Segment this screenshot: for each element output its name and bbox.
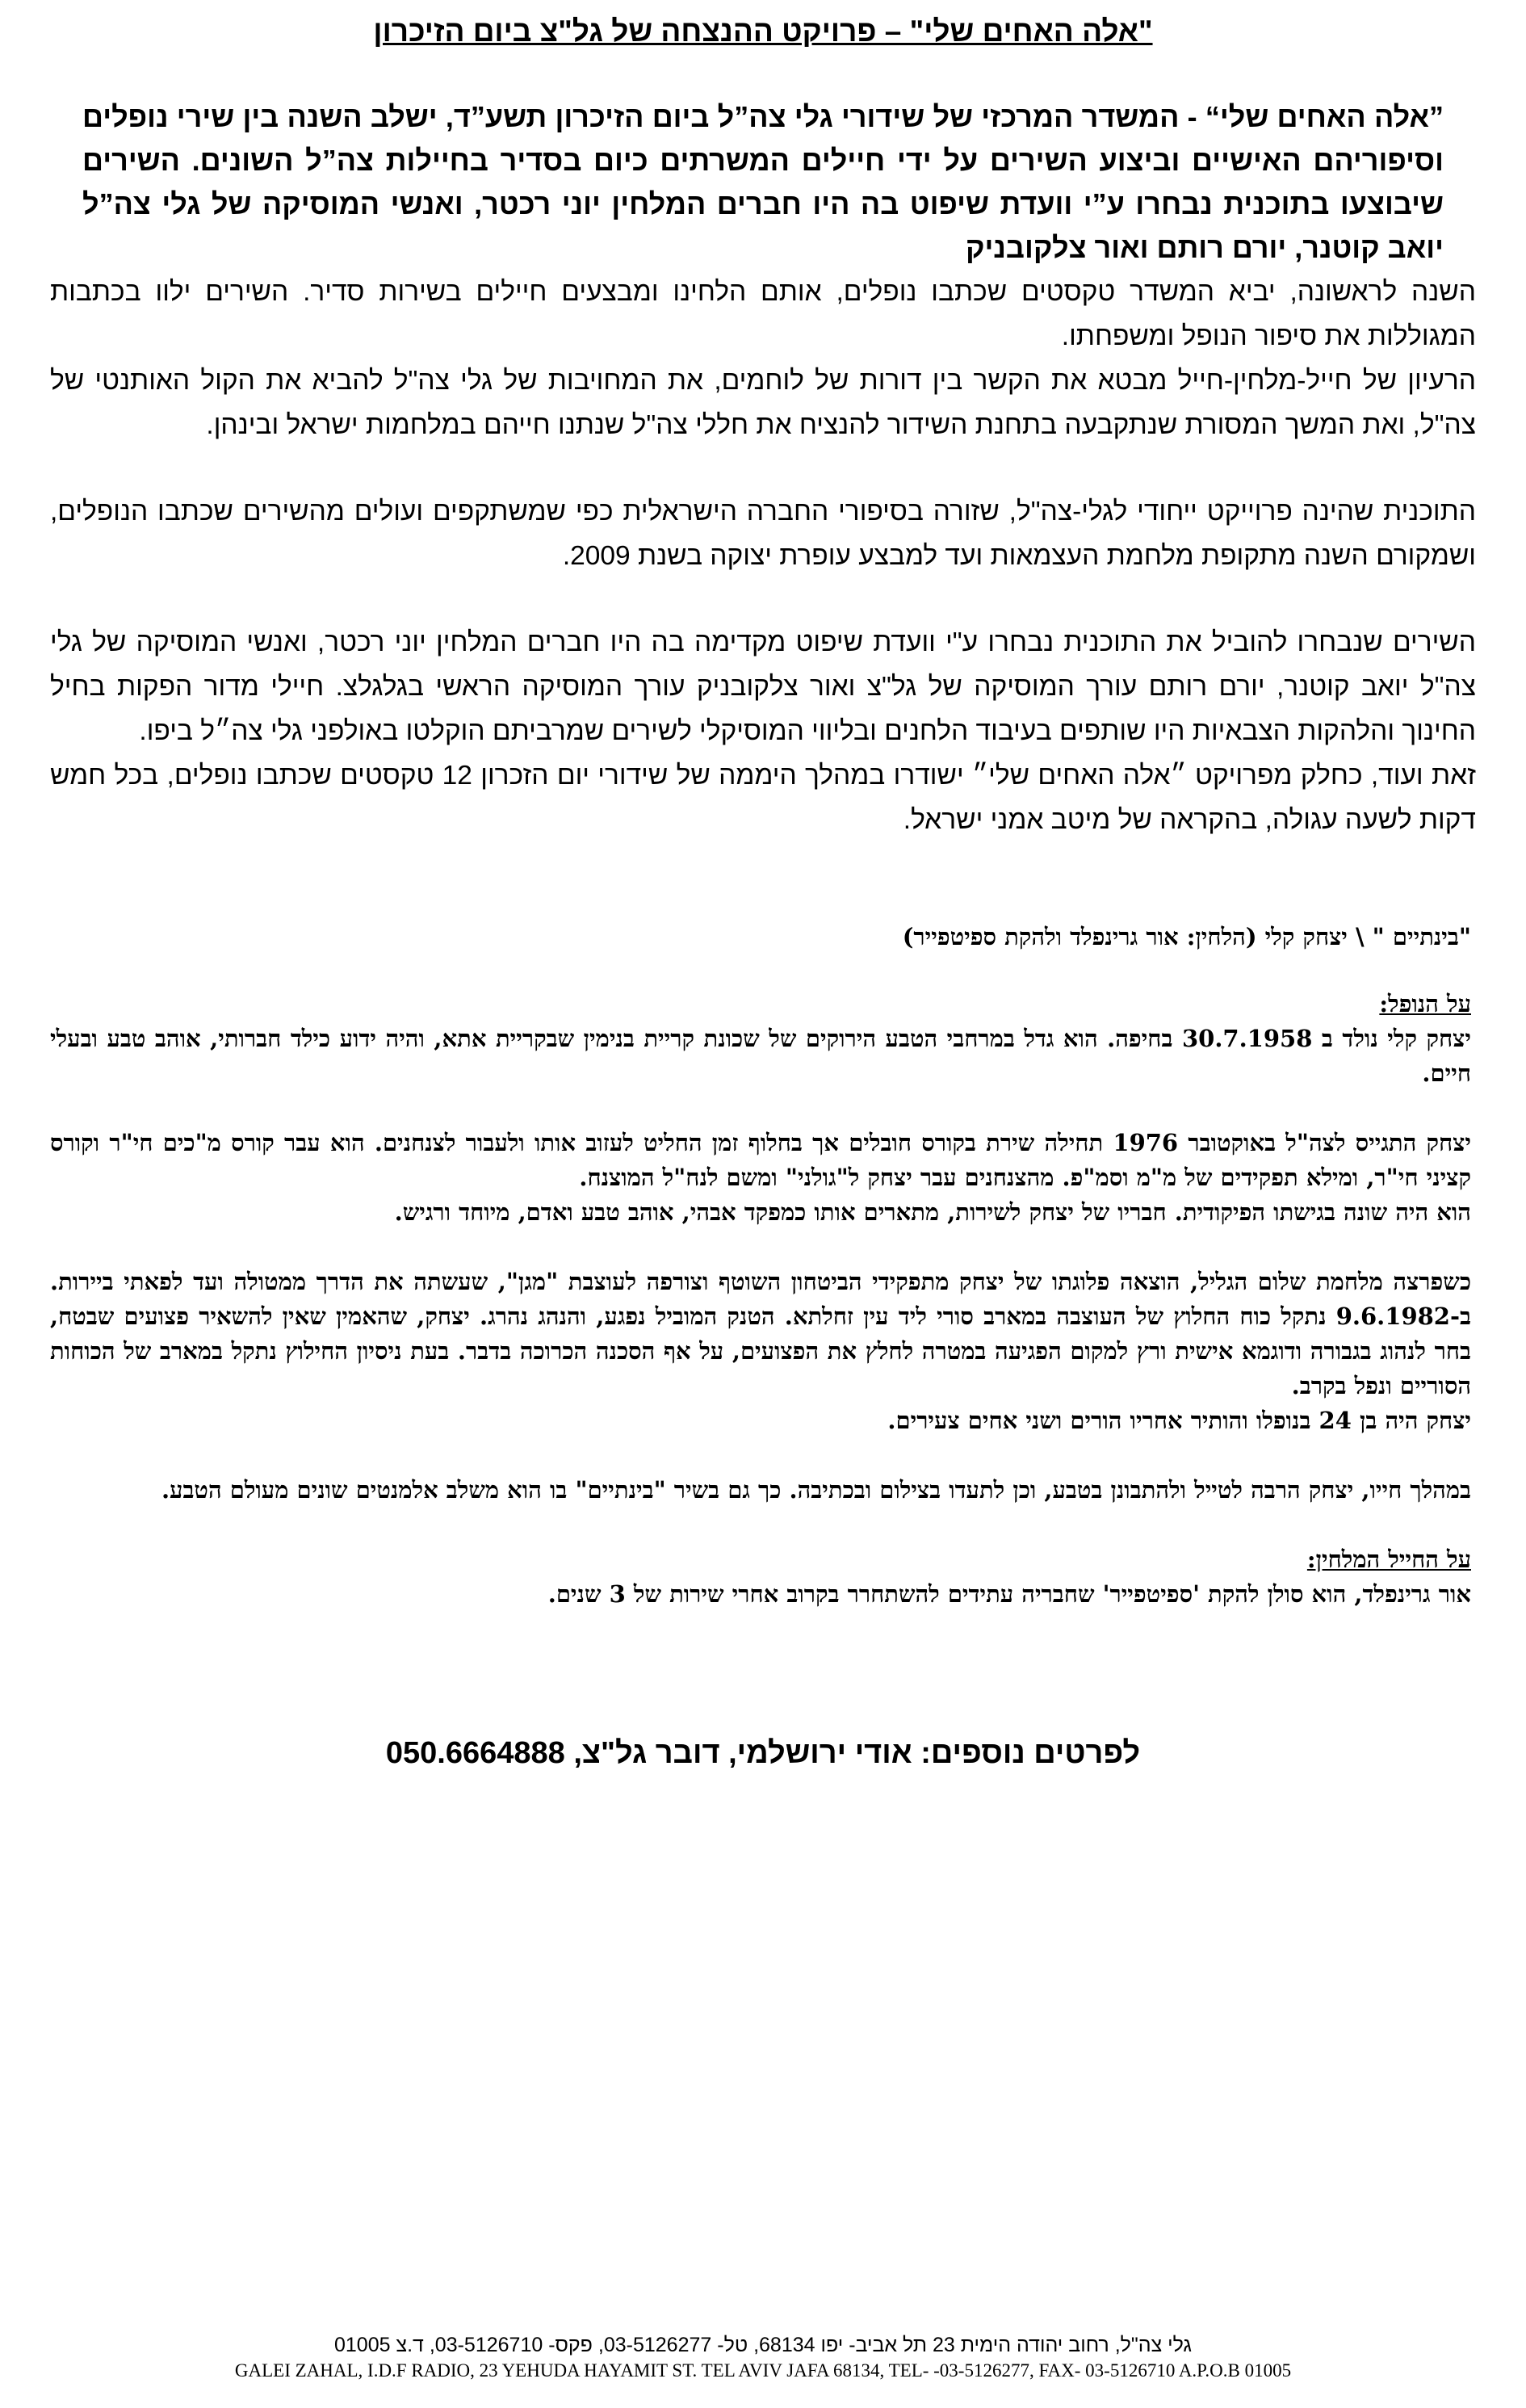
press-release — [50, 11, 1476, 1773]
song-credit: "בינתיים " \ יצחק קלי (הלחין: אור גרינפלד ולהקת ספיטפייר) — [902, 923, 1471, 950]
body-paragraph-1: השנה לראשונה, יביא המשדר טקסטים שכתבו נופלים, אותם הלחינו ומבצעים חיילים בשירות סדיר. השירים ילוו בכתבות המגוללות את סיפור הנופל ומשפחתו. — [50, 277, 1476, 351]
fallen-heading: על הנופל: — [1379, 990, 1471, 1017]
footer-english-address: GALEI ZAHAL, I.D.F RADIO, 23 YEHUDA HAYAMIT ST. TEL AVIV JAFA 68134, TEL- -03-5126277, FAX- 03-5126710 A.P.O.B 01005 — [234, 2360, 1292, 2381]
fallen-paragraph-2: יצחק התגייס לצה"ל באוקטובר 1976 תחילה שירת בקורס חובלים אך בחלוף זמן החליט לעזוב אותו ולעבור לצנחנים. הוא עבר קורס מ"כים חי"ר וקורס קציני חי"ר, ומילא תפקידים של מ"מ וסמ"פ. מהצנחנים עבר יצחק ל"גולני" ומשם לנח"ל המוצנח. הוא היה שונה בגישתו הפיקודית. חבריו של יצחק לשירות, מתארים אותו כמפקד אבהי, אוהב טבע ואדם, מיוחד ורגיש. — [50, 1129, 1471, 1226]
footer-hebrew-address: גלי צה"ל, רחוב יהודה הימית 23 תל אביב- יפו 68134, טל- 03-5126277, פקס- 03-5126710, ד.צ 01005 — [334, 2334, 1192, 2356]
fallen-paragraph-4: במהלך חייו, יצחק הרבה לטייל ולהתבונן בטבע, וכן לתעדו בצילום ובכתיבה. כך גם בשיר "בינתיים" בו הוא משלב אלמנטים שונים מעולם הטבע. — [161, 1476, 1471, 1504]
lead-paragraph: ”אלה האחים שלי“ - המשדר המרכזי של שידורי גלי צה”ל ביום הזיכרון תשע”ד, ישלב השנה בין שירי נופלים וסיפוריהם האישיים וביצוע השירים על ידי חיילים המשרתים כיום בסדיר בחיילות צה”ל השונים. השירים שיבוצעו בתוכנית נבחרו ע”י וועדת שיפוט בה היו חברים המלחין יוני רכטר, ואנשי המוסיקה של גלי צה”ל יואב קוטנר, יורם רותם ואור צלקובניק — [82, 100, 1444, 264]
contact-line: לפרטים נוספים: אודי ירושלמי, דובר גל"צ, 050.6664888 — [385, 1736, 1141, 1770]
body-paragraph-5: זאת ועוד, כחלק מפרויקט ״אלה האחים שלי״ ישודרו במהלך היממה של שידורי יום הזכרון 12 טקסטים שכתבו נופלים, בכל חמש דקות לשעה עגולה, בהקראה של מיטב אמני ישראל. — [50, 761, 1476, 835]
body-paragraph-3: התוכנית שהינה פרוייקט ייחודי לגלי-צה"ל, שזורה בסיפורי החברה הישראלית כפי שמשתקפים ועולים מהשירים שכתבו הנופלים, ושמקורם השנה מתקופת מלחמת העצמאות ועד למבצע עופרת יצוקה בשנת 2009. — [50, 497, 1476, 571]
document-title: "אלה האחים שלי" – פרויקט ההנצחה של גל"צ ביום הזיכרון — [373, 15, 1153, 48]
composer-heading: על החייל המלחין: — [1306, 1546, 1471, 1573]
letterhead-footer — [50, 2332, 1476, 2384]
body-paragraph-2: הרעיון של חייל-מלחין-חייל מבטא את הקשר בין דורות של לוחמים, את המחויבות של גלי צה"ל להביא את הקול האותנטי של צה"ל, ואת המשך המסורת שנתקבעה בתחנת השידור להנציח את חללי צה"ל שנתנו חייהם במלחמות ישראל ובינהן. — [50, 366, 1476, 440]
fallen-paragraph-3: כשפרצה מלחמת שלום הגליל, הוצאה פלוגתו של יצחק מתפקידי הביטחון השוטף וצורפה לעוצבת "מגן", שעשתה את הדרך ממטולה ועד לפאתי ביירות. ב-9.6.1982 נתקל כוח החלוץ של העוצבה במארב סורי ליד עין זחלתא. הטנק המוביל נפגע, והנהג נהרג. יצחק, שהאמין שאין להשאיר פצועים שבטח, בחר לנהוג בגבורה ודוגמא אישית ורץ למקום הפגיעה במטרה לחלץ את הפצועים, על אף הסכנה הכרוכה בדבר. בעת ניסיון החילוץ נתקל במארב של הכוחות הסוריים ונפל בקרב. יצחק היה בן 24 בנופלו והותיר אחריו הורים ושני אחים צעירים. — [50, 1268, 1471, 1434]
fallen-paragraph-1: יצחק קלי נולד ב 30.7.1958 בחיפה. הוא גדל במרחבי הטבע הירוקים של שכונת קריית בנימין שבקריית אתא, והיה ידוע כילד חברותי, אוהב טבע ובעלי חיים. — [50, 1025, 1471, 1087]
composer-paragraph: אור גרינפלד, הוא סולן להקת 'ספיטפייר' שחבריה עתידים להשתחרר בקרוב אחרי שירות של 3 שנים. — [547, 1580, 1471, 1608]
body-paragraph-4: השירים שנבחרו להוביל את התוכנית נבחרו ע"י וועדת שיפוט מקדימה בה היו חברים המלחין יוני רכטר, ואנשי המוסיקה של גלי צה"ל יואב קוטנר, יורם רותם עורך המוסיקה של גל"צ ואור צלקובניק עורך המוסיקה הראשי בגלגלצ. חיילי מדור הפקות בחיל החינוך והלהקות הצבאיות היו שותפים בעיבוד הלחנים ובליווי המוסיקלי לשירים שמרביתם הוקלטו באולפני גלי צה״ל ביפו. — [50, 627, 1476, 746]
